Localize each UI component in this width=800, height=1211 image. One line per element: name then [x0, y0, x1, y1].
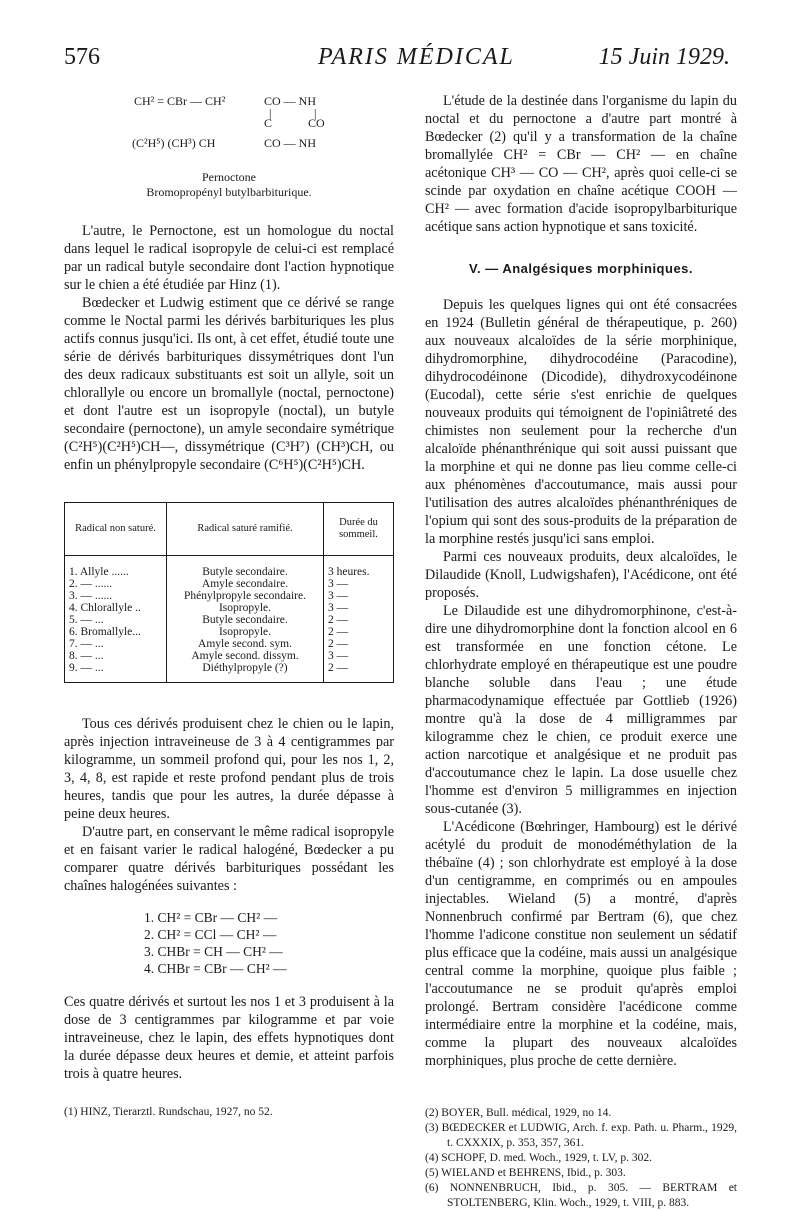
- formula-bar-2: |: [314, 106, 317, 120]
- formula-line-3a: (C²H⁵) (CH³) CH: [132, 136, 216, 150]
- table-row: 9. — ... Diéthylpropyle (?) 2 —: [65, 662, 394, 683]
- formula-line-2-co: CO: [308, 116, 325, 130]
- footnote: (2) BOYER, Bull. médical, 1929, no 14.: [425, 1107, 612, 1119]
- paragraph: Parmi ces nouveaux produits, deux alcaloïdes, le Dilaudide (Knoll, Ludwigshafen), l'Acédicone, ont été proposés.: [425, 549, 737, 601]
- journal-title: PARIS MÉDICAL: [318, 44, 515, 70]
- table-row: 6. Bromallyle... Isopropyle. 2 —: [65, 626, 394, 638]
- formula-caption-desc: Bromopropényl butylbarbiturique.: [146, 185, 312, 199]
- table-header: Radical non saturé.: [65, 503, 167, 556]
- table-row: 8. — ... Amyle second. dissym. 3 —: [65, 650, 394, 662]
- table-row: 3. — ...... Phénylpropyle secondaire. 3 —: [65, 590, 394, 602]
- formula-caption-name: Pernoctone: [202, 170, 256, 184]
- right-column: [425, 92, 737, 1211]
- table-row: 2. — ...... Amyle secondaire. 3 —: [65, 578, 394, 590]
- table-row: 4. Chlorallyle .. Isopropyle. 3 —: [65, 602, 394, 614]
- list-item: 2. CH² = CCl — CH² —: [144, 927, 277, 942]
- footnote: (6) NONNENBRUCH, Ibid., p. 305. — BERTRAM et STOLTENBERG, Klin. Woch., 1929, t. VIII, p. 883.: [425, 1182, 737, 1209]
- paragraph: Le Dilaudide est une dihydromorphinone, c'est-à-dire une dihydromorphine dont la fonction alcool en 6 est transformée en une fonction cétone. Le chlorhydrate employé en thérapeutique est une poudre blanche soluble dans l'eau ; une étude pharmacodynamique effectuée par Gottlieb (1926) montre qu'à la dose de 4 milligrammes par kilogramme chez le chien, ce produit exerce une action narcotique et analgésique et ne produit pas d'accoutumance chez le lapin. La dose usuelle chez l'homme est d'environ 5 milligrammes en injection sous-cutanée (3).: [425, 603, 737, 817]
- paragraph: L'étude de la destinée dans l'organisme du lapin du noctal et du pernoctone a d'autre part montré à Bœdecker (2) qu'il y a transformation de la chaîne bromallylée CH² = CBr — CH² — en chaîne acétonique CH³ — CO — CH², après quoi celle-ci se scinde par oxydation en chaîne acétique COOH — CH² — avec formation d'acide isopropylbarbiturique acétique sans action hypnotique et sans toxicité.: [425, 93, 737, 235]
- paragraph: D'autre part, en conservant le même radical isopropyle et en faisant varier le radical halogéné, Bœdecker a pu comparer quatre dérivés barbituriques possédant les chaînes halogénées suivantes :: [64, 824, 394, 894]
- halogen-chain-list: [144, 909, 394, 977]
- issue-date: 15 Juin 1929.: [598, 44, 730, 70]
- section-heading: V. — Analgésiques morphiniques.: [468, 261, 694, 276]
- list-item: 1. CH² = CBr — CH² —: [144, 910, 278, 925]
- paragraph: Ces quatre dérivés et surtout les nos 1 et 3 produisent à la dose de 3 centigrammes par kilogramme et par voie intraveineuse, chez le lapin, des effets hypnotiques dont la durée dépasse deux heures et demie, et atteint parfois trois à quatre heures.: [64, 994, 394, 1082]
- footnote: (3) BŒDECKER et LUDWIG, Arch. f. exp. Path. u. Pharm., 1929, t. CXXXIX, p. 353, 357, 361.: [425, 1122, 737, 1149]
- formula-line-3b: CO — NH: [264, 136, 317, 150]
- list-item: 3. CHBr = CH — CH² —: [144, 944, 283, 959]
- paragraph: Bœdecker et Ludwig estiment que ce dérivé se range comme le Noctal parmi les dérivés barbituriques les plus actifs connus jusqu'ici. Ils ont, à cet effet, étudié toute une série de dérivés barbituriques dissymétriques dont l'un des deux radicaux substituants est soit un allyle, soit un chlorallyle ou encore un bromallyle (noctal, pernoctone) et dont l'autre est un isopropyle (noctal), un butyle secondaire (pernoctone), un amyle secondaire symétrique (C²H⁵)(C²H⁵)CH—, dissymétrique (C³H⁷) (CH³)CH, ou enfin un phénylpropyle secondaire (C⁶H⁵)(C²H⁵)CH.: [64, 295, 394, 473]
- list-item: 4. CHBr = CBr — CH² —: [144, 961, 287, 976]
- table-row: 1. Allyle ...... Butyle secondaire. 3 heures.: [65, 566, 394, 578]
- table-header: Durée du sommeil.: [324, 503, 394, 556]
- page-number: 576: [64, 44, 100, 70]
- table-header: Radical saturé ramifié.: [167, 503, 324, 556]
- formula-line-1b: CO — NH: [264, 94, 317, 108]
- formula-caption: [64, 170, 394, 200]
- pernoctone-formula: [64, 92, 394, 154]
- radical-table: [64, 502, 394, 683]
- footnote: (5) WIELAND et BEHRENS, Ibid., p. 303.: [425, 1167, 626, 1179]
- footnote: (4) SCHOPF, D. med. Woch., 1929, t. LV, p. 302.: [425, 1152, 653, 1164]
- footnote: (1) HINZ, Tierarztl. Rundschau, 1927, no 52.: [64, 1106, 273, 1118]
- formula-line-1a: CH² = CBr — CH²: [134, 94, 226, 108]
- formula-bar-1: |: [269, 106, 272, 120]
- paragraph: L'Acédicone (Bœhringer, Hambourg) est le dérivé acétylé du produit de monodéméthylation de la thébaïne (4) ; son chlorhydrate est employé à la dose d'un centigramme, en comprimés ou en ampoules injectables. Wieland (5) a montré, d'après Nonnenbruch confirmé par Bertram (6), que chez l'homme l'adicone constitue non seulement un sédatif plus efficace que la codéine, mais aussi un analgésique central comme la morphine, quoique plus faible ; l'accoutumance ne se produit qu'après emploi prolongé. Bertram considère l'acédicone comme intermédiaire entre la morphine et la codéine, mais, comme la plupart des nouveaux alcaloïdes morphiniques, plus proche de cette dernière.: [425, 819, 737, 1069]
- paragraph: Tous ces dérivés produisent chez le chien ou le lapin, après injection intraveineuse de 3 à 4 centigrammes par kilogramme, un sommeil profond qui, pour les nos 1, 2, 3, 4, 8, est rapide et reste profond pendant plus de trois heures, tandis que pour les autres, la durée dépasse à peine deux heures.: [64, 716, 394, 822]
- footnotes: [425, 1106, 737, 1211]
- paragraph: L'autre, le Pernoctone, est un homologue du noctal dans lequel le radical isopropyle de celui-ci est remplacé par un radical butyle secondaire dont l'action hypnotique sur le chien a été étudiée par Hinz (1).: [64, 223, 394, 293]
- table-row: 5. — ... Butyle secondaire. 2 —: [65, 614, 394, 626]
- paragraph: Depuis les quelques lignes qui ont été consacrées en 1924 (Bulletin général de thérapeutique, p. 260) aux nouveaux alcaloïdes de la série morphinique, dihydromorphine, dihydrocodéine (Paracodine), dihydrocodéinone (Dicodide), dihydroxycodéinone (Eucodal), cette série s'est enrichie de quelques nouveaux produits qui témoignent de l'opiniâtreté des chimistes non seulement pour la recherche d'un alcaloïde phénanthrénique qui soit aussi puissant que la morphine et qui ne donne pas lieu comme celle-ci aux phénomènes d'accoutumance, mais aussi pour l'utilisation des autres alcaloïdes phénanthréniques de l'opium qui sont des sous-produits de la préparation de la morphine restés jusqu'ici sans emploi.: [425, 297, 737, 547]
- table-row: 7. — ... Amyle second. sym. 2 —: [65, 638, 394, 650]
- left-column: [64, 92, 394, 1121]
- formula-line-2: C: [264, 116, 273, 130]
